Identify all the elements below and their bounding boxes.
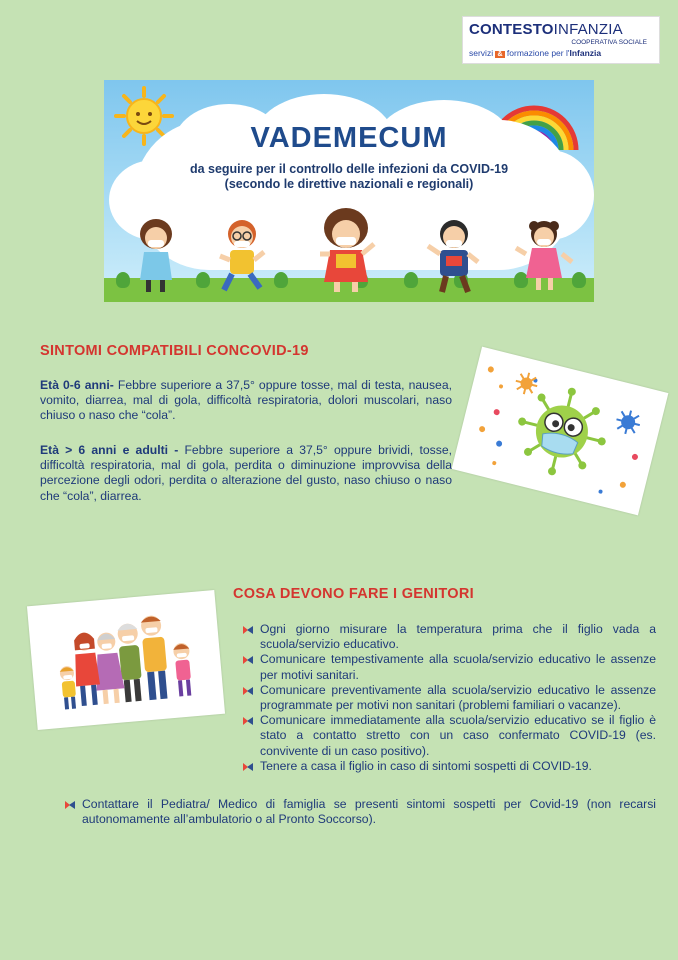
- parents-last-instruction: [62, 797, 656, 827]
- list-item: Comunicare preventivamente alla scuola/servizio educativo le assenze programmate per motivi non sanitari (problemi familiari o vacanze).: [240, 683, 656, 713]
- parents-heading: COSA DEVONO FARE I GENITORI: [233, 586, 474, 602]
- contesto-infanzia-logo: [462, 16, 660, 64]
- children-with-masks-illustration: [124, 204, 584, 296]
- symptoms-group-over-6: Età > 6 anni e adulti - Febbre superiore a 37,5° oppure brividi, tosse, difficoltà respiratoria, mal di gola, perdita o diminuzione improvvisa della percezione degli odori, perdita o alterazione del gusto, naso chiuso o naso che “cola”, diarrea.: [40, 443, 452, 503]
- bullet-arrow-icon: [242, 624, 254, 636]
- list-item: Contattare il Pediatra/ Medico di famiglia se presenti sintomi sospetti per Covid-19 (non recarsi autonomamente all’ambulatorio o al Pronto Soccorso).: [62, 797, 656, 827]
- list-item: Ogni giorno misurare la temperatura prima che il figlio vada a scuola/servizio educativo.: [240, 622, 656, 652]
- list-item: Tenere a casa il figlio in caso di sintomi sospetti di COVID-19.: [240, 759, 656, 774]
- bullet-arrow-icon: [242, 761, 254, 773]
- virus-picture: [452, 347, 669, 516]
- bullet-arrow-icon: [242, 654, 254, 666]
- family-picture: [27, 590, 225, 730]
- logo-tagline: servizi & formazione per l'Infanzia: [469, 48, 602, 58]
- banner-subtitle: da seguire per il controllo delle infezioni da COVID-19 (secondo le direttive nazionali e regionali): [189, 162, 509, 191]
- bullet-arrow-icon: [242, 685, 254, 697]
- family-with-masks-illustration: [27, 590, 225, 730]
- list-item: Comunicare immediatamente alla scuola/servizio educativo se il figlio è stato a contatto stretto con un caso confermato COVID-19 (es. convivente di un caso positivo).: [240, 713, 656, 759]
- vademecum-banner: [104, 80, 594, 302]
- symptoms-heading: SINTOMI COMPATIBILI CONCOVID-19: [40, 343, 309, 359]
- parents-instructions-list: [240, 622, 656, 774]
- symptoms-group-0-6: Età 0-6 anni- Febbre superiore a 37,5° oppure tosse, mal di testa, nausea, vomito, diarrea, mal di gola, difficoltà respiratoria, dolori muscolari, naso chiuso o naso che “cola”.: [40, 378, 452, 423]
- bullet-arrow-icon: [242, 715, 254, 727]
- virus-icon: [452, 347, 669, 516]
- list-item: Comunicare tempestivamente alla scuola/servizio educativo le assenze per motivi sanitari.: [240, 652, 656, 682]
- banner-title: VADEMECUM: [250, 122, 448, 154]
- logo-subtitle: COOPERATIVA SOCIALE: [571, 39, 647, 46]
- logo-brand: CONTESTOINFANZIA: [469, 21, 623, 38]
- bullet-arrow-icon: [64, 799, 76, 811]
